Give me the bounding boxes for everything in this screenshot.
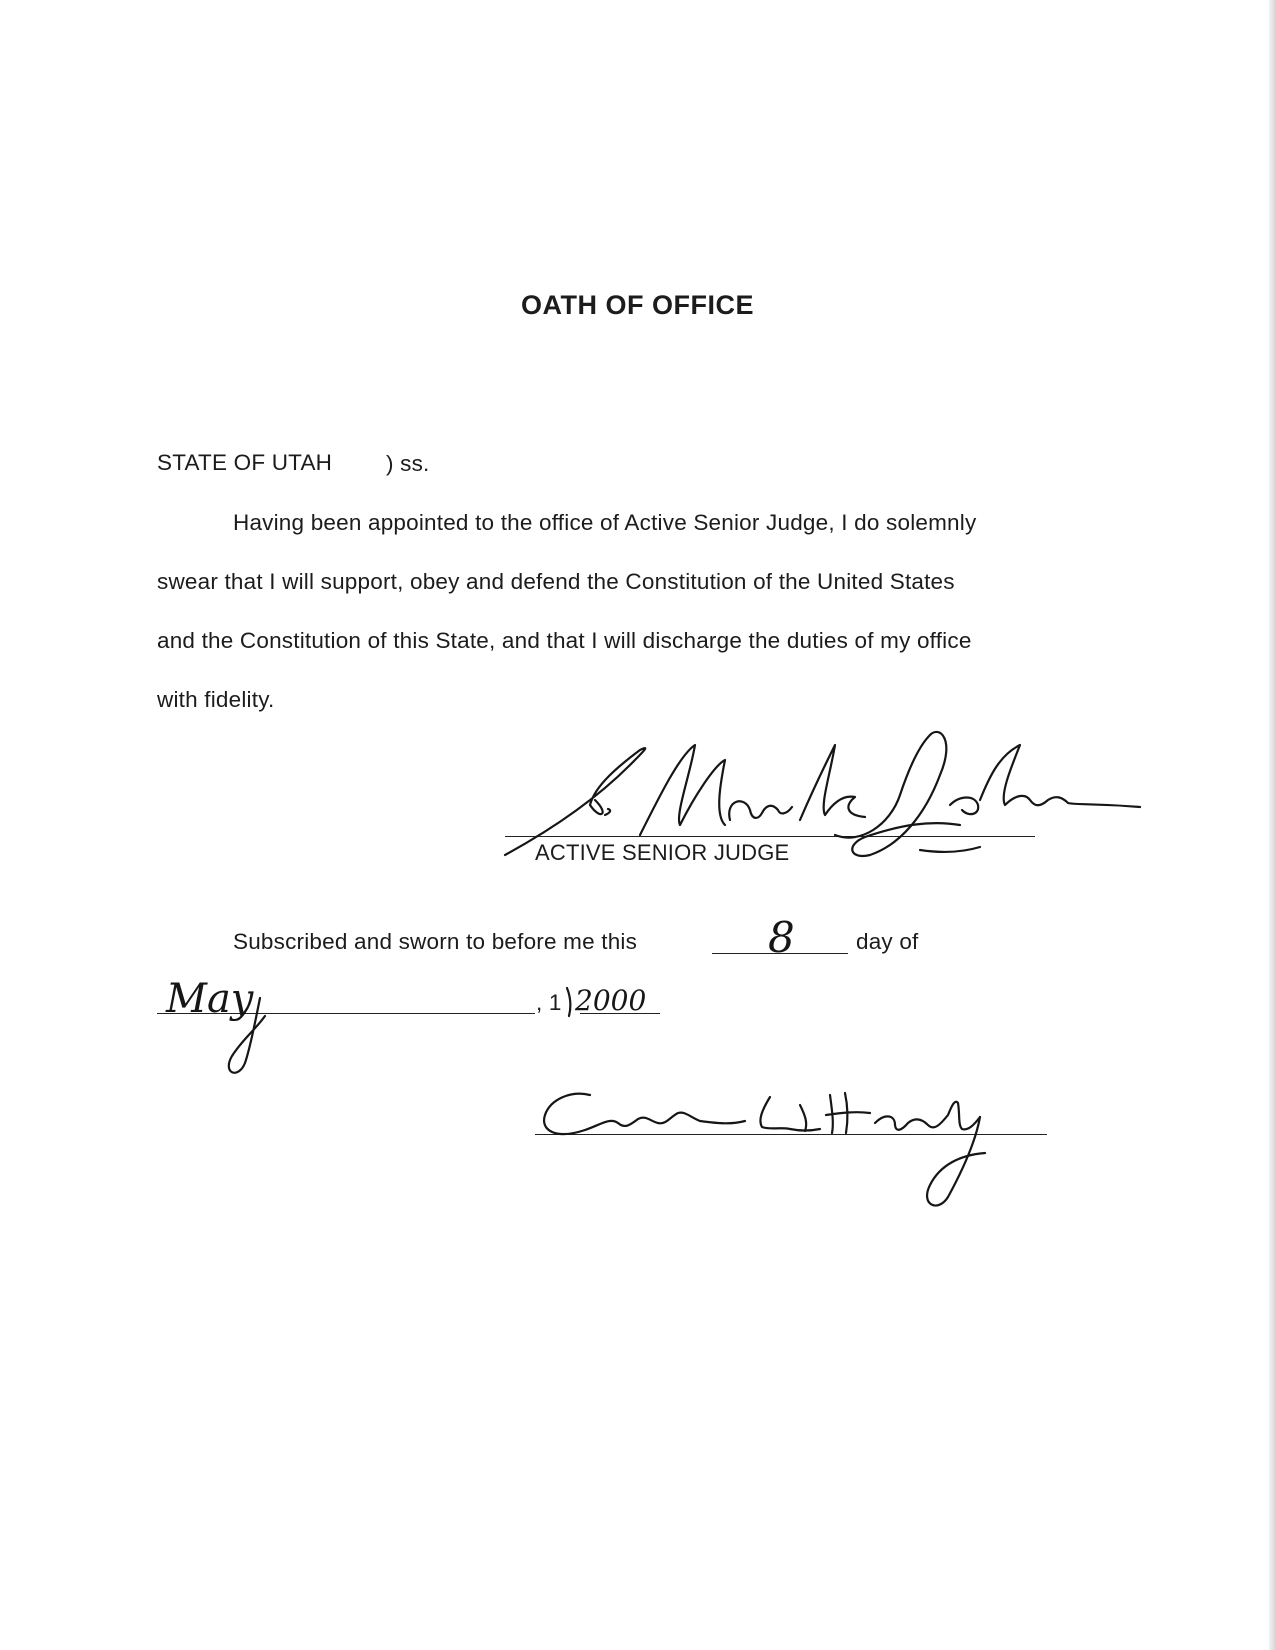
- oath-line-1: Having been appointed to the office of Active Senior Judge, I do solemnly: [233, 510, 977, 535]
- oath-line-3: and the Constitution of this State, and that I will discharge the duties of my office: [157, 628, 972, 653]
- svg-text:8: 8: [768, 913, 795, 962]
- svg-text:2000: 2000: [575, 984, 647, 1017]
- jurat-year-prefix: , 1: [536, 990, 562, 1015]
- year-handwriting: [565, 978, 685, 1023]
- day-handwriting: [760, 910, 820, 960]
- signature-caption: ACTIVE SENIOR JUDGE: [535, 840, 790, 865]
- oath-line-4: with fidelity.: [157, 687, 275, 712]
- notary-signature: [530, 1085, 1050, 1215]
- jurat-prefix: Subscribed and sworn to before me this: [233, 929, 638, 954]
- venue-ss: ) ss.: [386, 451, 430, 476]
- month-handwriting: [160, 968, 320, 1078]
- document-title: OATH OF OFFICE: [521, 290, 754, 320]
- svg-text:May: May: [166, 976, 254, 1022]
- jurat-day-suffix: day of: [856, 929, 919, 954]
- oath-line-2: swear that I will support, obey and defend the Constitution of the United States: [157, 569, 955, 594]
- venue-state: STATE OF UTAH: [157, 450, 333, 475]
- page-edge-shadow: [1269, 0, 1275, 1650]
